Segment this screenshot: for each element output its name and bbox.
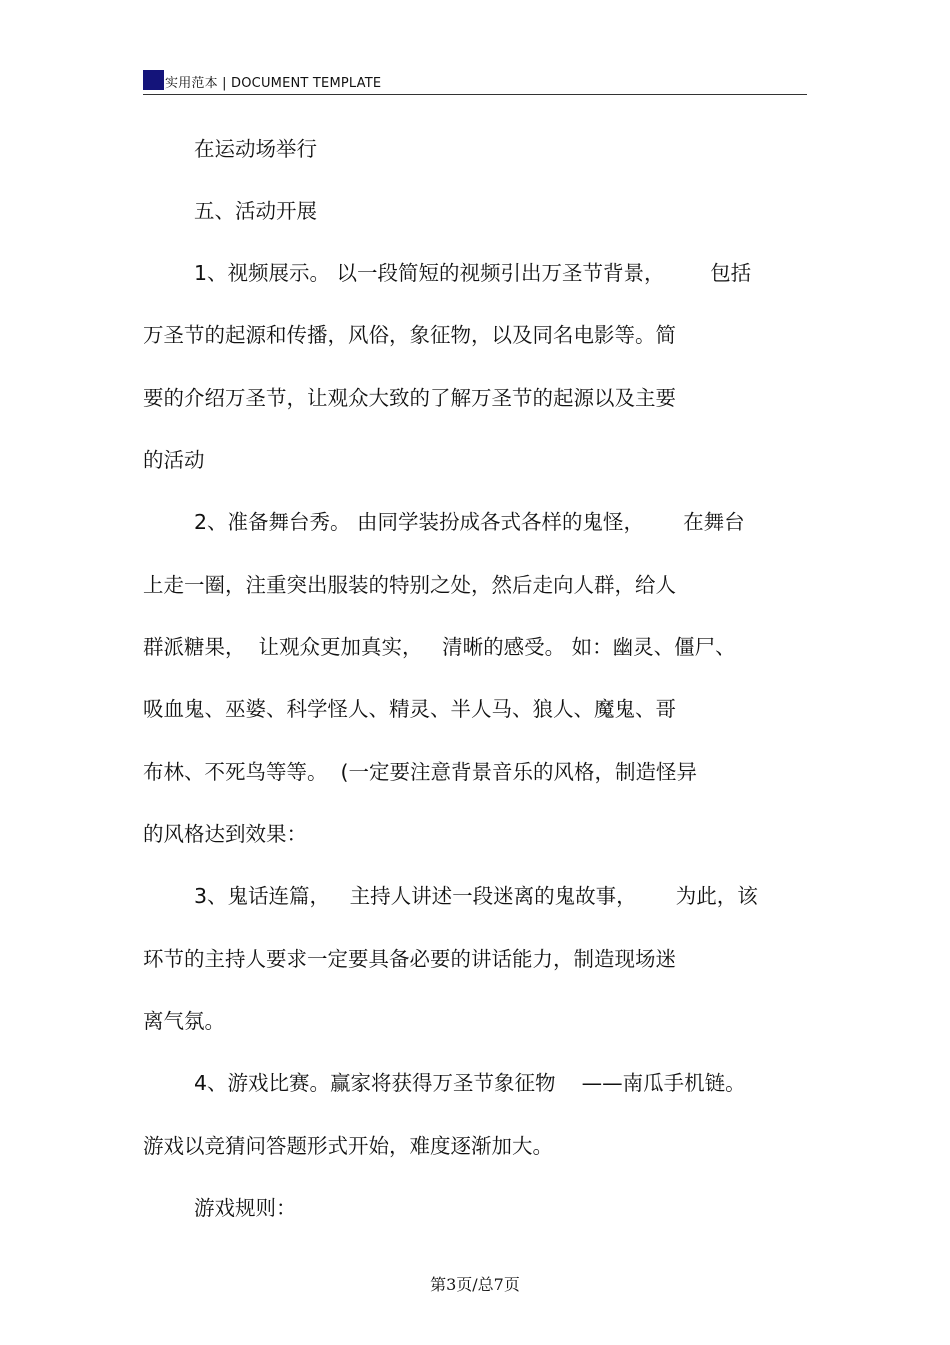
logo-square-icon bbox=[143, 70, 164, 90]
page-number: 第3页/总7页 bbox=[430, 1275, 520, 1294]
body-line: 在运动场举行 bbox=[194, 137, 317, 161]
body-line: 4、游戏比赛。赢家将获得万圣节象征物 ——南瓜手机链。 bbox=[194, 1071, 746, 1095]
body-line: 的活动 bbox=[143, 448, 205, 472]
section-heading: 五、活动开展 bbox=[194, 199, 317, 223]
body-line: 游戏以竞猜问答题形式开始，难度逐渐加大。 bbox=[143, 1134, 553, 1158]
body-line: 群派糖果， 让观众更加真实， 清晰的感受。 如：幽灵、僵尸、 bbox=[143, 635, 736, 659]
body-line: 离气氛。 bbox=[143, 1009, 225, 1033]
document-header bbox=[143, 68, 807, 95]
body-line: 环节的主持人要求一定要具备必要的讲话能力，制造现场迷 bbox=[143, 947, 676, 971]
body-line: 万圣节的起源和传播，风俗，象征物，以及同名电影等。简 bbox=[143, 323, 676, 347]
body-line: 要的介绍万圣节，让观众大致的了解万圣节的起源以及主要 bbox=[143, 386, 676, 410]
body-line: 布林、不死鸟等等。 (一定要注意背景音乐的风格，制造怪异 bbox=[143, 760, 698, 784]
body-line: 游戏规则： bbox=[194, 1196, 297, 1220]
body-line: 上走一圈，注重突出服装的特别之处，然后走向人群，给人 bbox=[143, 573, 676, 597]
body-line: 2、准备舞台秀。 由同学装扮成各式各样的鬼怪， 在舞台 bbox=[194, 510, 745, 534]
body-line: 1、视频展示。 以一段简短的视频引出万圣节背景， 包括 bbox=[194, 261, 752, 285]
body-line: 的风格达到效果： bbox=[143, 822, 307, 846]
body-line: 吸血鬼、巫婆、科学怪人、精灵、半人马、狼人、魔鬼、哥 bbox=[143, 697, 676, 721]
body-line: 3、鬼话连篇， 主持人讲述一段迷离的鬼故事， 为此，该 bbox=[194, 884, 758, 908]
header-label: 实用范本 | DOCUMENT TEMPLATE bbox=[165, 76, 382, 91]
